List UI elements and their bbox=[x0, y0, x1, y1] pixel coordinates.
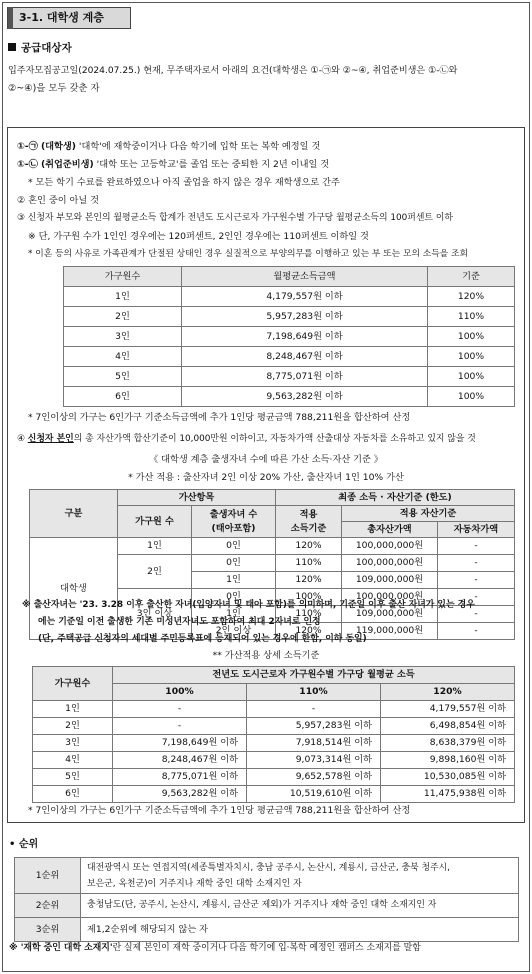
req-1b bbox=[17, 159, 329, 171]
detail-cell: 6인 bbox=[33, 786, 113, 803]
detail-header-120: 120% bbox=[381, 684, 515, 701]
bonus-header-members: 가구원 수 bbox=[118, 506, 192, 538]
income-cell: 3인 bbox=[64, 327, 182, 347]
income-cell: 8,775,071원 이하 bbox=[182, 367, 428, 387]
income-cell: 100% bbox=[428, 387, 515, 407]
detail-cell: 10,519,610원 이하 bbox=[247, 786, 381, 803]
bonus-cell: 109,000,000원 bbox=[342, 572, 438, 589]
intro-line-2: ②~④)을 모두 갖춘 자 bbox=[8, 83, 100, 94]
detail-cell: 7,198,649원 이하 bbox=[113, 735, 247, 752]
rank-footnote bbox=[9, 943, 421, 954]
bonus-cell: 119,000,000원 bbox=[342, 623, 438, 640]
income-header-basis: 기준 bbox=[428, 267, 515, 287]
bonus-cell: 110% bbox=[276, 555, 342, 572]
rank-label: 1순위 bbox=[15, 858, 81, 894]
bonus-header-max: 최종 소득 · 자산기준 (한도) bbox=[276, 490, 515, 506]
detail-cell: 8,248,467원 이하 bbox=[113, 752, 247, 769]
rank-desc: 충청남도(단, 공주시, 논산시, 계룡시, 금산군 제외)가 거주지나 재학 중인 대학 소재지인 자 bbox=[81, 894, 519, 918]
req-1a-text: '대학'에 재학중이거나 다음 학기에 입학 또는 복학 예정일 것 bbox=[76, 141, 321, 152]
bonus-subtitle: * 가산 적용 : 출산자녀 2인 이상 20% 가산, 출산자녀 1인 10% 가산 bbox=[128, 472, 404, 483]
bonus-cell: 120% bbox=[276, 623, 342, 640]
bonus-header-group: 구분 bbox=[30, 490, 118, 538]
detail-cell: 6,498,854원 이하 bbox=[381, 718, 515, 735]
bonus-header-births: 출생자녀 수 (태아포함) bbox=[192, 506, 276, 538]
bonus-cell: - bbox=[438, 623, 515, 640]
table-row bbox=[33, 701, 515, 718]
req-2: ② 혼인 중이 아닐 것 bbox=[17, 195, 100, 206]
table-row bbox=[33, 735, 515, 752]
table-row bbox=[64, 387, 515, 407]
bonus-cell: 2인 이상 bbox=[192, 623, 276, 640]
detail-cell: 9,073,314원 이하 bbox=[247, 752, 381, 769]
requirements-box bbox=[7, 127, 525, 823]
bonus-header-income: 적용 소득기준 bbox=[276, 506, 342, 538]
table-row bbox=[15, 918, 519, 942]
rank-1-line-2: 보은군, 옥천군)이 거주지나 재학 중인 대학 소재지인 자 bbox=[87, 878, 302, 889]
req-4 bbox=[17, 434, 476, 445]
supply-heading bbox=[8, 42, 72, 55]
income-cell: 4인 bbox=[64, 347, 182, 367]
detail-cell: 10,530,085원 이하 bbox=[381, 769, 515, 786]
bonus-cell: - bbox=[438, 538, 515, 555]
bonus-members-cell: 2인 bbox=[118, 555, 192, 589]
supply-heading-text: 공급대상자 bbox=[21, 42, 72, 54]
req-3-note-1: ※ 단, 가구원 수가 1인인 경우에는 120퍼센트, 2인인 경우에는 110퍼센트 이하일 것 bbox=[28, 231, 369, 242]
intro-text bbox=[8, 63, 528, 97]
bonus-cell: 0인 bbox=[192, 555, 276, 572]
table-row bbox=[33, 718, 515, 735]
detail-cell: 9,652,578원 이하 bbox=[247, 769, 381, 786]
table-row bbox=[64, 307, 515, 327]
rank-desc bbox=[81, 858, 519, 894]
bonus-header-car: 자동차가액 bbox=[438, 522, 515, 538]
bonus-cell: 110% bbox=[276, 606, 342, 623]
bonus-cell: 0인 bbox=[192, 538, 276, 555]
bonus-header-asset: 총자산가액 bbox=[342, 522, 438, 538]
detail-header-100: 100% bbox=[113, 684, 247, 701]
income-cell: 4,179,557원 이하 bbox=[182, 287, 428, 307]
bonus-cell: 100,000,000원 bbox=[342, 555, 438, 572]
bonus-group-label: 대학생 bbox=[30, 538, 118, 640]
bonus-note-1: ※ 출산자녀는 '23. 3.28 이후 출산한 자녀(입양자녀 및 태아 포함)를 의미하며, 기준일 이후 출산 자녀가 있는 경우 bbox=[22, 600, 475, 610]
detail-cell: 7,918,514원 이하 bbox=[247, 735, 381, 752]
detail-cell: 5,957,283원 이하 bbox=[247, 718, 381, 735]
rank-1-line-1: 대전광역시 또는 연접지역(세종특별자치시, 충남 공주시, 논산시, 계룡시, 금산군, 충북 청주시, bbox=[87, 862, 450, 873]
bonus-note-3: (단, 주택공급 신청자의 세대별 주민등록표에 등재되어 있는 경우에 한함, 이하 동일) bbox=[38, 634, 367, 644]
detail-cell: 3인 bbox=[33, 735, 113, 752]
income-cell: 100% bbox=[428, 367, 515, 387]
income-header-members: 가구원수 bbox=[64, 267, 182, 287]
table-row bbox=[33, 752, 515, 769]
detail-cell: - bbox=[247, 701, 381, 718]
rank-heading: • 순위 bbox=[9, 839, 39, 850]
table-row bbox=[33, 786, 515, 803]
intro-line-1: 입주자모집공고일(2024.07.25.) 현재, 무주택자로서 아래의 요건(대학생은 ①-㉠와 ②~④, 취업준비생은 ①-㉡와 bbox=[8, 66, 458, 76]
bonus-header-add: 가산항목 bbox=[118, 490, 276, 506]
detail-cell: 5인 bbox=[33, 769, 113, 786]
detail-income-table bbox=[32, 666, 515, 803]
rank-footnote-text: 란 실제 본인이 재학 중이거나 다음 학기에 입·복학 예정인 캠퍼스 소재지를 말함 bbox=[112, 943, 421, 953]
detail-header-110: 110% bbox=[247, 684, 381, 701]
req-1b-text: '대학 또는 고등학교'를 졸업 또는 중퇴한 지 2년 이내일 것 bbox=[93, 159, 330, 170]
section-title-text: 3-1. 대학생 계층 bbox=[19, 11, 104, 25]
req-1a bbox=[17, 141, 320, 153]
bonus-cell: 100,000,000원 bbox=[342, 538, 438, 555]
detail-cell: 4인 bbox=[33, 752, 113, 769]
req-4-prefix: ④ bbox=[17, 434, 28, 444]
income-cell: 120% bbox=[428, 287, 515, 307]
rank-label: 2순위 bbox=[15, 894, 81, 918]
req-1a-prefix: ①-㉠ (대학생) bbox=[17, 141, 77, 152]
req-3: ③ 신청자 부모와 본인의 월평균소득 합계가 전년도 도시근로자 가구원수별 가구당 월평균소득의 100퍼센트 이하 bbox=[17, 213, 453, 223]
bonus-cell: 100% bbox=[276, 589, 342, 606]
bonus-cell: - bbox=[438, 572, 515, 589]
req-4-text: 의 총 자산가액 합산기준이 10,000만원 이하이고, 자동차가액 산출대상 자동차를 소유하고 있지 않을 것 bbox=[73, 434, 476, 444]
detail-cell: 9,563,282원 이하 bbox=[113, 786, 247, 803]
income-cell: 5,957,283원 이하 bbox=[182, 307, 428, 327]
bonus-cell: 120% bbox=[276, 572, 342, 589]
detail-cell: - bbox=[113, 701, 247, 718]
detail-note: * 7인이상의 가구는 6인가구 기준소득금액에 추가 1인당 평균금액 788,211원을 합산하여 산정 bbox=[28, 805, 411, 816]
bonus-cell: 1인 bbox=[192, 572, 276, 589]
rank-label: 3순위 bbox=[15, 918, 81, 942]
income-cell: 100% bbox=[428, 327, 515, 347]
rank-table bbox=[14, 857, 519, 942]
detail-cell: 8,638,379원 이하 bbox=[381, 735, 515, 752]
detail-cell: 9,898,160원 이하 bbox=[381, 752, 515, 769]
bonus-cell: - bbox=[438, 589, 515, 606]
income-cell: 8,248,467원 이하 bbox=[182, 347, 428, 367]
bonus-members-cell: 1인 bbox=[118, 538, 192, 555]
table-row bbox=[64, 367, 515, 387]
rank-desc: 제1,2순위에 해당되지 않는 자 bbox=[81, 918, 519, 942]
table-row bbox=[33, 769, 515, 786]
bonus-cell: 109,000,000원 bbox=[342, 606, 438, 623]
bonus-header-asset-group: 적용 자산기준 bbox=[342, 506, 515, 522]
income-cell: 9,563,282원 이하 bbox=[182, 387, 428, 407]
table-row bbox=[15, 894, 519, 918]
detail-cell: - bbox=[113, 718, 247, 735]
income-cell: 110% bbox=[428, 307, 515, 327]
income-cell: 2인 bbox=[64, 307, 182, 327]
bonus-members-cell: 3인 이상 bbox=[118, 589, 192, 640]
table-row bbox=[15, 858, 519, 894]
square-bullet-icon bbox=[8, 43, 16, 51]
bonus-cell: 100,000,000원 bbox=[342, 589, 438, 606]
req-1b-note: * 모든 학기 수료를 완료하였으나 아직 졸업을 하지 않은 경우 재학생으로 간주 bbox=[28, 177, 340, 188]
table-row bbox=[64, 347, 515, 367]
detail-cell: 11,475,938원 이하 bbox=[381, 786, 515, 803]
income-note: * 7인이상의 가구는 6인가구 기준소득금액에 추가 1인당 평균금액 788,211원을 합산하여 산정 bbox=[28, 412, 411, 423]
bonus-cell: 1인 bbox=[192, 606, 276, 623]
bonus-cell: 0인 bbox=[192, 589, 276, 606]
income-cell: 7,198,649원 이하 bbox=[182, 327, 428, 347]
detail-cell: 8,775,071원 이하 bbox=[113, 769, 247, 786]
bonus-cell: 120% bbox=[276, 538, 342, 555]
bonus-note-2: 에는 기준일 이전 출생한 기존 미성년자녀도 포함하여 최대 2자녀로 인정 bbox=[38, 617, 321, 627]
section-title bbox=[7, 7, 131, 29]
table-row bbox=[30, 538, 515, 555]
bonus-cell: - bbox=[438, 555, 515, 572]
income-header-amount: 월평균소득금액 bbox=[182, 267, 428, 287]
title-bar-decoration bbox=[8, 7, 13, 29]
income-cell: 1인 bbox=[64, 287, 182, 307]
req-3-note-2: * 이혼 등의 사유로 가족관계가 단절된 상태인 경우 실질적으로 부양의무를 이행하고 있는 부 또는 모의 소득을 조회 bbox=[28, 249, 469, 259]
req-4-bold: 신청자 본인 bbox=[27, 434, 74, 444]
income-cell: 6인 bbox=[64, 387, 182, 407]
income-cell: 100% bbox=[428, 347, 515, 367]
detail-cell: 1인 bbox=[33, 701, 113, 718]
detail-header-group: 전년도 도시근로자 가구원수별 가구당 월평균 소득 bbox=[113, 667, 515, 684]
req-1b-prefix: ①-㉡ (취업준비생) bbox=[17, 159, 94, 170]
income-cell: 5인 bbox=[64, 367, 182, 387]
detail-title: ** 가산적용 상세 소득기준 bbox=[212, 650, 320, 661]
detail-header-members: 가구원수 bbox=[33, 667, 113, 701]
table-row bbox=[64, 327, 515, 347]
detail-cell: 2인 bbox=[33, 718, 113, 735]
rank-footnote-bold: ※ '재학 중인 대학 소재지' bbox=[9, 943, 113, 953]
bonus-title: 《 대학생 계층 출생자녀 수에 따른 가산 소득·자산 기준 》 bbox=[149, 454, 383, 465]
income-table bbox=[63, 266, 515, 407]
table-row bbox=[64, 287, 515, 307]
bonus-cell: - bbox=[438, 606, 515, 623]
detail-cell: 4,179,557원 이하 bbox=[381, 701, 515, 718]
